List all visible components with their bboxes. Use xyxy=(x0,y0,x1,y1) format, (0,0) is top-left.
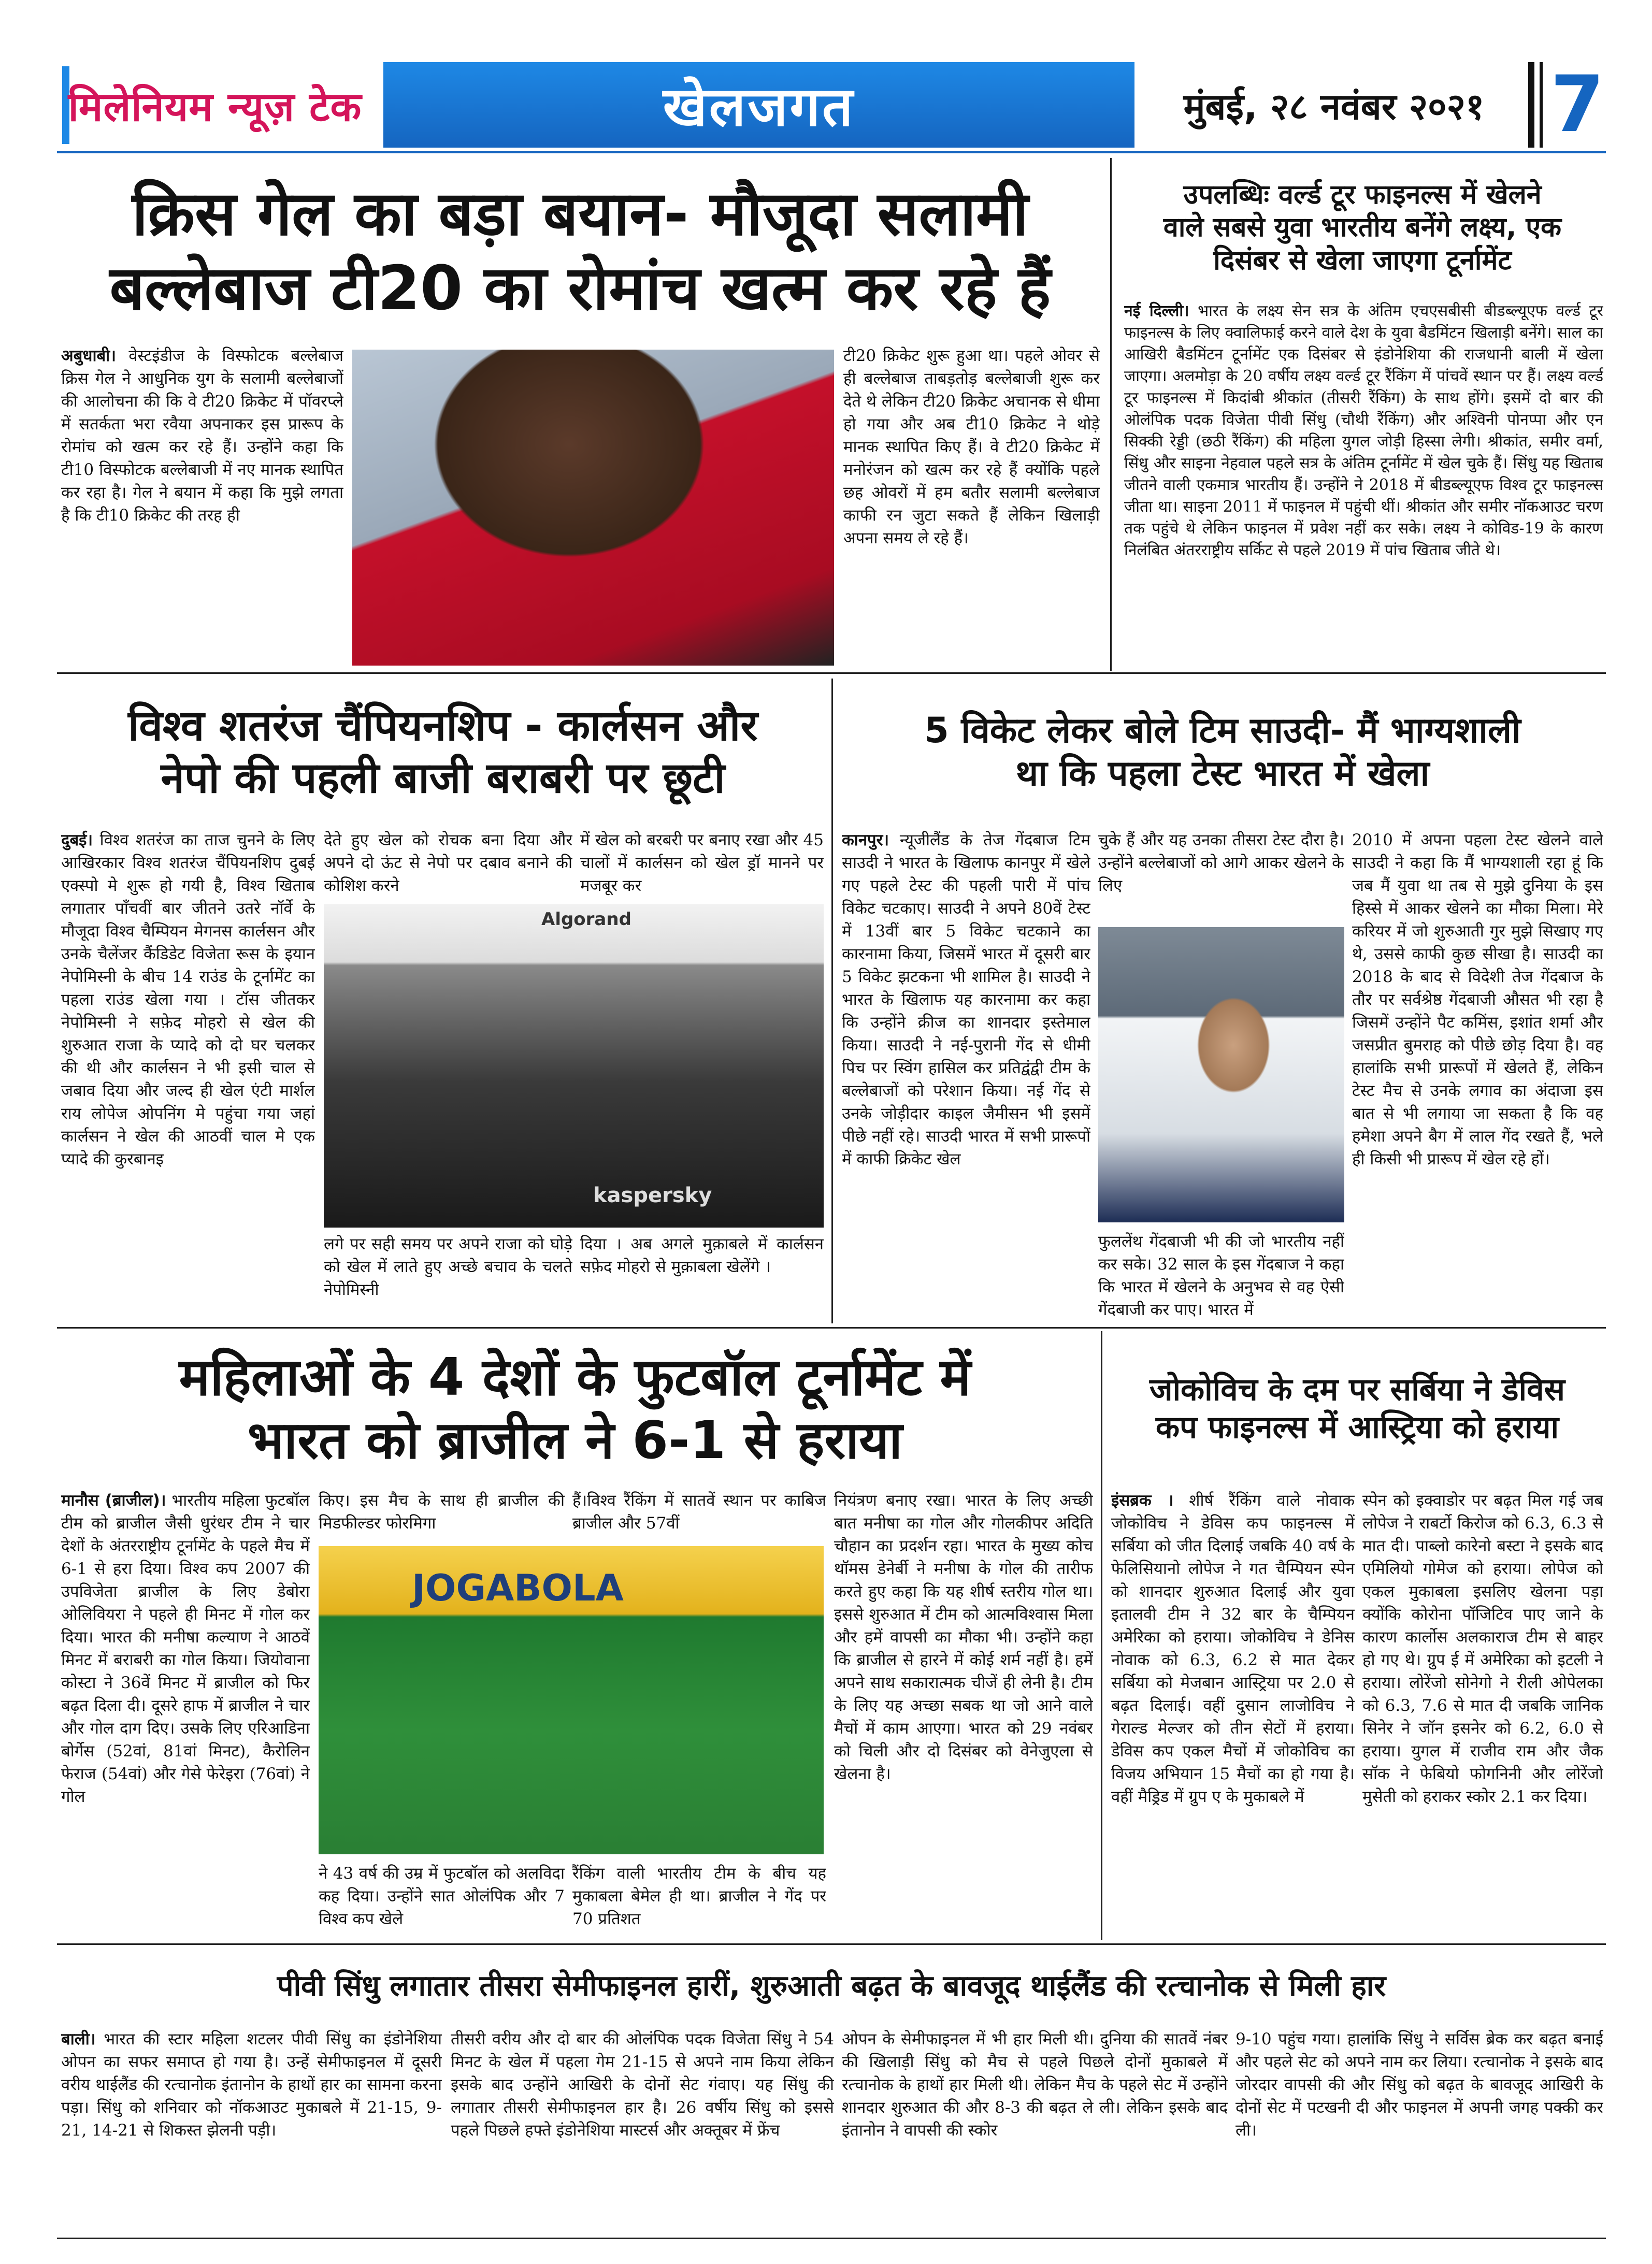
football-col-1 xyxy=(61,1489,310,1940)
chess-text-2-top: देते हुए खेल को रोचक बना दिया और अपने दो ऊंट से नेपो पर दबाव बनाने की कोशिश करने xyxy=(324,831,572,896)
divider-horizontal-2 xyxy=(57,1327,1606,1329)
sindhu-headline-text: पीवी सिंधु लगातार तीसरा सेमीफाइनल हारीं, शुरुआती बढ़त के बावजूद थाईलैंड की रत्चानोक से मिली हार xyxy=(277,1969,1386,2003)
football-col-3-top xyxy=(572,1489,826,1538)
sindhu-text-2: तीसरी वरीय और दो बार की ओलंपिक पदक विजेता सिंधु ने 54 मिनट के खेल में पहला गेम 21-15 से अपने नाम किया लेकिन इसके बाद उन्होंने आखिरी के दोनों सेट गंवाए। यह सिंधु की लगातार तीसरी सेमीफाइनल हार है। 26 वर्षीय सिंधु को इससे पहले पिछले हफ्ते इंडोनेशिया मास्टर्स और अक्तूबर में फ्रेंच xyxy=(451,2030,834,2140)
chess-text-3-bottom: दिया । अब अगले मुक़ाबले में कार्लसन सफ़ेद मोहरो से मुक़ाबला खेलेंगे । xyxy=(580,1235,824,1277)
divider-horizontal-3 xyxy=(57,1943,1606,1945)
football-dateline: मानौस (ब्राजील)। xyxy=(61,1491,166,1510)
djokovic-text-2: स्पेन को इक्वाडोर पर बढ़त मिल गई जब लोपेज ने राबर्टो किरोज को 6.3, 6.3 से मात दी। पाब्लो कारेनो बस्टा ने इसके बाद एमिलियो गोमेज को हराया। लोपेज को एकल मुकाबला इसलिए खेलना पड़ा क्योंकि कोरोना पॉजिटिव पाए जाने के कारण कार्लोस अलकाराज टीम से बाहर हो गए थे। ग्रुप ई में अमेरिका को इटली ने हराया। लोरेंजो सोनेगो ने रीली ओपेलका को 6.3, 7.6 से मात दी जबकि जानिक सिनेर ने जॉन इसनेर को 6.2, 6.0 से हराया। युगल में राजीव राम और जैक सॉक ने फेबियो फोगनिनी और लोरेंजो मुसेती को हराकर स्कोर 2.1 कर दिया। xyxy=(1362,1491,1603,1807)
lakshya-dateline: नई दिल्ली। xyxy=(1124,302,1189,320)
sindhu-text-1: भारत की स्टार महिला शटलर पीवी सिंधु का इंडोनेशिया ओपन का सफर समाप्त हो गया है। उन्हें सेमीफाइनल में दूसरी वरीय थाईलैंड की रत्चानोक इंतानोन के हाथों हार का सामना करना पड़ा। सिंधु को शनिवार को नॉकआउट मुकाबले में 21-15, 9-21, 14-21 से शिकस्त झेलनी पड़ी। xyxy=(61,2030,442,2140)
southee-text-1: न्यूजीलैंड के तेज गेंदबाज टिम साउदी ने भारत के खिलाफ कानपुर में खेले गए पहले टेस्ट की पहली पारी में पांच विकेट चटकाए। साउदी ने अपने 80वें टेस्ट में 13वीं बार 5 विकेट चटकाने का कारनामा किया, जिसमें भारत में दूसरी बार 5 विकेट झटकना भी शामिल है। साउदी ने भारत के खिलाफ यह कारनामा कर कहा कि उन्होंने क्रीज का शानदार इस्तेमाल किया। साउदी ने नई-पुरानी गेंद से धीमी पिच पर स्विंग हासिल कर प्रतिद्वंद्वी टीम के बल्लेबाजों को परेशान किया। नई गेंद से उनके जोड़ीदार काइल जैमीसन भी इसमें पीछे नहीं रहे। साउदी भारत में सभी प्रारूपों में काफी क्रिकेट खेल xyxy=(842,831,1090,1169)
chess-photo-sponsor-2: kaspersky xyxy=(593,1184,712,1207)
sindhu-col-2 xyxy=(451,2028,834,2230)
southee-text-2-bottom: फुललेंथ गेंदबाजी भी की जो भारतीय नहीं कर सके। 32 साल के इस गेंदबाज ने कहा कि भारत में खेलने के अनुभव से वह ऐसी गेंदबाजी कर पाए। भारत में xyxy=(1098,1232,1344,1320)
gayle-col-2 xyxy=(843,344,1100,666)
gayle-dateline: अबुधाबी। xyxy=(61,347,116,365)
divider-vertical-bottom xyxy=(1101,1331,1102,1940)
page-number-bar xyxy=(1528,62,1534,148)
southee-photo xyxy=(1098,927,1344,1222)
chess-headline-line-2: नेपो की पहली बाजी बराबरी पर छूटी xyxy=(161,753,725,803)
southee-text-3: 2010 में अपना पहला टेस्ट खेलने वाले साउदी ने कहा कि मैं भाग्यशाली रहा हूं कि जब मैं युवा था तब से मुझे दुनिया के इस हिस्से में आकर खेलने का मौका मिला। मेरे करियर में जो शुरुआती गुर मुझे सिखाए गए थे, उससे काफी कुछ सीखा है। साउदी का 2018 के बाद से विदेशी तेज गेंदबाज के तौर पर सर्वश्रेष्ठ गेंदबाजी औसत भी रहा है जिसमें उन्होंने पैट कमिंस, इशांत शर्मा और जसप्रीत बुमराह को पीछे छोड़ दिया है। वह हालांकि सभी प्रारूपों में खेलते हैं, लेकिन टेस्ट मैच से उनके लगाव का अंदाजा इस बात से भी लगाया जा सकता है कि वह हमेशा अपने बैग में लाल गेंद रखते हैं, भले ही किसी भी प्रारूप में खेल रहे हों। xyxy=(1352,831,1603,1169)
sindhu-col-4 xyxy=(1236,2028,1603,2230)
football-headline-line-2: भारत को ब्राजील ने 6-1 से हराया xyxy=(247,1410,903,1470)
djokovic-text-1: शीर्ष रैंकिंग वाले नोवाक जोकोविच ने डेविस कप फाइनल्स में सर्बिया को जीत दिलाई जबकि 40 वर्ष के फेलिसियानो लोपेज ने गत चैम्पियन स्पेन को शानदार शुरुआत दिलाई और युवा इतालवी टीम ने 32 बार के चैम्पियन अमेरिका को हराया। जोकोविच ने डेनिस नोवाक को 6.3, 6.2 से मात देकर सर्बिया को मेजबान आस्ट्रिया पर 2.0 से बढ़त दिलाई। वहीं दुसान लाजोविच ने गेराल्ड मेल्जर को तीन सेटों में हराया। डेविस कप एकल मैचों में जोकोविच का विजय अभियान 15 मैचों का हो गया है। वहीं मैड्रिड में ग्रुप ए के मुकाबले में xyxy=(1111,1491,1355,1807)
southee-col-1 xyxy=(842,829,1090,1323)
southee-headline-line-2: था कि पहला टेस्ट भारत में खेला xyxy=(1015,753,1430,794)
chess-text-2-bottom: लगे पर सही समय पर अपने राजा को घोड़े को खेल में लाते हुए अच्छे बचाव के चलते नेपोमिस्नी xyxy=(324,1235,572,1300)
football-col-4 xyxy=(834,1489,1093,1940)
chess-col-1 xyxy=(61,829,315,1323)
lakshya-headline-line-1: उपलब्धिः वर्ल्ड टूर फाइनल्स में खेलने xyxy=(1183,179,1542,210)
page-number-bar-thin xyxy=(1540,62,1543,148)
football-col-3-bottom xyxy=(572,1862,826,1940)
southee-dateline: कानपुर। xyxy=(842,831,889,849)
djokovic-headline-line-2: कप फाइनल्स में आस्ट्रिया को हराया xyxy=(1155,1409,1559,1446)
southee-headline xyxy=(839,679,1606,826)
footer-rule xyxy=(57,2238,1606,2239)
chess-col-3-top xyxy=(580,829,824,899)
sindhu-headline xyxy=(57,1948,1606,2025)
southee-headline-line-1: 5 विकेट लेकर बोले टिम साउदी- मैं भाग्यशाली xyxy=(924,710,1521,751)
football-headline-line-1: महिलाओं के 4 देशों के फुटबॉल टूर्नामेंट में xyxy=(179,1347,971,1407)
chess-headline xyxy=(57,679,829,826)
football-text-3-top: हैं।विश्व रैंकिंग में सातवें स्थान पर काबिज ब्राजील और 57वीं xyxy=(572,1491,826,1533)
lakshya-headline-line-2: वाले सबसे युवा भारतीय बनेंगे लक्ष्य, एक xyxy=(1163,212,1562,243)
chess-dateline: दुबई। xyxy=(61,831,93,849)
gayle-headline-line-2: बल्लेबाज टी20 का रोमांच खत्म कर रहे हैं xyxy=(109,252,1051,324)
chess-col-3-bottom xyxy=(580,1233,824,1323)
chess-col-2-bottom xyxy=(324,1233,572,1323)
lakshya-body xyxy=(1124,300,1603,668)
gayle-headline xyxy=(57,158,1103,344)
chess-text-3-top: में खेल को बरबरी पर बनाए रखा और 45 चालों में कार्लसन को खेल ड्रॉ मानने पर मजबूर कर xyxy=(580,831,824,896)
djokovic-col-1 xyxy=(1111,1489,1355,1940)
football-text-2-top: किए। इस मैच के साथ ही ब्राजील की मिडफील्डर फोरमिगा xyxy=(319,1491,565,1533)
chess-col-2-top xyxy=(324,829,572,899)
djokovic-headline xyxy=(1109,1331,1606,1487)
football-text-3-bottom: रैंकिंग वाली भारतीय टीम के बीच यह मुकाबला बेमेल ही था। ब्राजील ने गेंद पर 70 प्रतिशत xyxy=(572,1864,826,1929)
masthead-rule xyxy=(57,151,1606,153)
page-number: 7 xyxy=(1550,60,1605,150)
gayle-text-1: वेस्टइंडीज के विस्फोटक बल्लेबाज क्रिस गेल ने आधुनिक युग के सलामी बल्लेबाजों की आलोचना की कि वे टी20 क्रिकेट में पॉवरप्ले में सतर्कता भरा रवैया अपनाकर इस प्रारूप के रोमांच को खत्म कर रहे हैं। उन्होंने कहा कि टी10 विस्फोटक बल्लेबाजी में नए मानक स्थापित कर रहा है। गेल ने बयान में कहा कि मुझे लगता है कि टी10 क्रिकेट की तरह ही xyxy=(61,347,343,525)
sindhu-dateline: बाली। xyxy=(61,2030,96,2049)
football-photo xyxy=(319,1546,824,1854)
divider-vertical-top xyxy=(1110,158,1112,671)
djokovic-col-2 xyxy=(1362,1489,1603,1940)
football-photo-banner: JOGABOLA xyxy=(412,1567,624,1609)
southee-col-2-bottom xyxy=(1098,1230,1344,1323)
football-text-2-bottom: ने 43 वर्ष की उम्र में फुटबॉल को अलविदा कह दिया। उन्होंने सात ओलंपिक और 7 विश्व कप खेले xyxy=(319,1864,565,1929)
sindhu-text-3: ओपन के सेमीफाइनल में भी हार मिली थी। दुनिया की सातवें नंबर की खिलाड़ी सिंधु को मैच से पहले पिछले दोनों मुकाबले में रत्चानोक के हाथों हार मिली थी। लेकिन मैच के पहले सेट में उन्होंने शानदार शुरुआत की और 8-3 की बढ़त ले ली। लेकिन इसके बाद इंतानोन ने वापसी की स्कोर xyxy=(842,2030,1228,2140)
sindhu-col-1 xyxy=(61,2028,442,2230)
lakshya-headline xyxy=(1119,158,1606,298)
chess-text-1: विश्व शतरंज का ताज चुनने के लिए आखिरकार विश्व शतरंज चैंपियनशिप दुबई एक्स्पो मे शुरू हो गयी है, विश्व खिताब लगातार पाँचवीं बार जीतने उतरे नॉर्वे के मौजूदा विश्व चैम्पियन मेगनस कार्लसन और उनके चैलेंजर कैंडिडेट विजेता रूस के इयान नेपोमिस्नी के बीच 14 राउंड के टूर्नामेंट का पहला राउंड खेला गया । टॉस जीतकर नेपोमिस्नी ने सफ़ेद मोहरो से खेल की शुरुआत राजा के प्यादे को दो घर चलकर की थी और कार्लसन ने भी इसी चाल से जबाव दिया और जल्द ही खेल एंटी मार्शल राय लोपेज ओपनिंग मे पहुंचा गया जहां कार्लसन ने खेल की आठवीं चाल मे एक प्यादे की कुरबानइ xyxy=(61,831,315,1169)
football-col-2-bottom xyxy=(319,1862,565,1940)
gayle-text-2: टी20 क्रिकेट शुरू हुआ था। पहले ओवर से ही बल्लेबाज ताबड़तोड़ बल्लेबाजी शुरू कर देते थे लेकिन टी20 क्रिकेट अचानक से धीमा हो गया और अब टी10 क्रिकेट ने थोड़े मानक स्थापित किए हैं। वे टी20 क्रिकेट में मनोरंजन को खत्म कर रहे हैं क्योंकि पहले छह ओवरों में हम बतौर सलामी बल्लेबाज काफी रन जुटा सकते हैं लेकिन खिलाड़ी अपना समय ले रहे हैं। xyxy=(843,347,1100,548)
section-title: खेलजगत xyxy=(663,75,855,138)
sindhu-text-4: 9-10 पहुंच गया। हालांकि सिंधु ने सर्विस ब्रेक कर बढ़त बनाई और पहले सेट को अपने नाम कर लिया। रत्चानोक ने इसके बाद जोरदार वापसी की और सिंधु को बढ़त के बावजूद आखिरी के दोनों सेट में पटखनी दी और फाइनल में अपनी जगह पक्की कर ली। xyxy=(1236,2030,1603,2140)
divider-vertical-middle xyxy=(831,679,833,1323)
southee-col-3 xyxy=(1352,829,1603,1323)
djokovic-dateline: इंसब्रक । xyxy=(1111,1491,1174,1510)
football-col-2-top xyxy=(319,1489,565,1538)
chess-headline-line-1: विश्व शतरंज चैंपियनशिप - कार्लसन और xyxy=(128,701,758,751)
newspaper-brand: मिलेनियम न्यूज़ टेक xyxy=(68,83,362,131)
gayle-headline-line-1: क्रिस गेल का बड़ा बयान- मौजूदा सलामी xyxy=(132,178,1029,250)
football-headline xyxy=(57,1331,1093,1487)
djokovic-headline-line-1: जोकोविच के दम पर सर्बिया ने डेविस xyxy=(1149,1371,1565,1408)
gayle-col-1 xyxy=(61,344,343,666)
football-text-4: नियंत्रण बनाए रखा। भारत के लिए अच्छी बात मनीषा का गोल और गोलकीपर अदिति चौहान का प्रदर्शन रहा। भारत के मुख्य कोच थॉमस डेनेर्बी ने मनीषा के गोल की तारीफ करते हुए कहा कि यह शीर्ष स्तरीय गोल था। इससे शुरुआत में टीम को आत्मविश्वास मिला और हमें वापसी का मौका भी। उन्होंने कहा कि ब्राजील से हारने में कोई शर्म नहीं है। हमें अपने साथ सकारात्मक चीजें ही लेनी है। टीम के लिए यह अच्छा सबक था जो आने वाले मैचों में काम आएगा। भारत को 29 नवंबर को चिली और दो दिसंबर को वेनेजुएला से खेलना है। xyxy=(834,1491,1093,1784)
southee-text-2-top: चुके हैं और यह उनका तीसरा टेस्ट दौरा है। उन्होंने बल्लेबाजों को आगे आकर खेलने के लिए xyxy=(1098,831,1344,896)
divider-horizontal-1 xyxy=(57,672,1606,674)
chess-photo-sponsor-1: Algorand xyxy=(541,909,631,930)
sindhu-col-3 xyxy=(842,2028,1228,2230)
masthead-date: मुंबई, २८ नवंबर २०२१ xyxy=(1183,85,1485,128)
football-text-1: भारतीय महिला फुटबॉल टीम को ब्राजील जैसी धुरंधर टीम ने चार देशों के अंतरराष्ट्रीय टूर्नामेंट के पहले मैच में 6-1 से हरा दिया। विश्व कप 2007 की उपविजेता ब्राजील के लिए डेबोरा ओलिवियरा ने पहले ही मिनट में गोल कर दिया। भारत की मनीषा कल्याण ने आठवें मिनट में बराबरी का गोल किया। जियोवाना कोस्टा ने 36वें मिनट में ब्राजील को फिर बढ़त दिला दी। दूसरे हाफ में ब्राजील ने चार और गोल दाग दिए। उसके लिए एरिआडिना बोर्गेस (52वां, 81वां मिनट), कैरोलिन फेराज (54वां) और गेसे फेरेइरा (76वां) ने गोल xyxy=(61,1491,310,1807)
gayle-photo xyxy=(352,350,834,666)
lakshya-headline-line-3: दिसंबर से खेला जाएगा टूर्नामेंट xyxy=(1213,244,1512,276)
chess-photo xyxy=(324,904,824,1228)
lakshya-text: भारत के लक्ष्य सेन सत्र के अंतिम एचएसबीसी बीडब्ल्यूएफ वर्ल्ड टूर फाइनल्स के लिए क्वालिफाई करने वाले देश के युवा बैडमिंटन खिलाड़ी बनेंगे। साल का आखिरी बैडमिंटन टूर्नामेंट एक दिसंबर से इंडोनेशिया की राजधानी बाली में खेला जाएगा। अलमोड़ा के 20 वर्षीय लक्ष्य वर्ल्ड टूर रैंकिंग में पांचवें स्थान पर हैं। लक्ष्य वर्ल्ड टूर फाइनल्स में किदांबी श्रीकांत (तीसरी रैंकिंग) के साथ होंगे। इसमें दो बार की ओलंपिक पदक विजेता पीवी सिंधु (चौथी रैंकिंग) और अश्विनी पोनप्पा और एन सिक्की रेड्डी (छठी रैंकिंग) की महिला युगल जोड़ी हिस्सा लेगी। श्रीकांत, समीर वर्मा, सिंधु और साइना नेहवाल पहले सत्र के अंतिम टूर्नामेंट में खेल चुके हैं। सिंधु यह खिताब जीतने वाली एकमात्र भारतीय हैं। उन्होंने ने 2018 में बीडब्ल्यूएफ विश्व टूर फाइनल्स जीता था। साइना 2011 में फाइनल में पहुंची थीं। श्रीकांत और समीर नॉकआउट चरण तक पहुंचे थे लेकिन फाइनल में प्रवेश नहीं कर सके। लक्ष्य ने कोविड-19 के कारण निलंबित अंतरराष्ट्रीय सर्किट से पहले 2019 में पांच खिताब जीते थे। xyxy=(1124,302,1603,559)
southee-col-2-top xyxy=(1098,829,1344,922)
section-band xyxy=(383,62,1134,148)
